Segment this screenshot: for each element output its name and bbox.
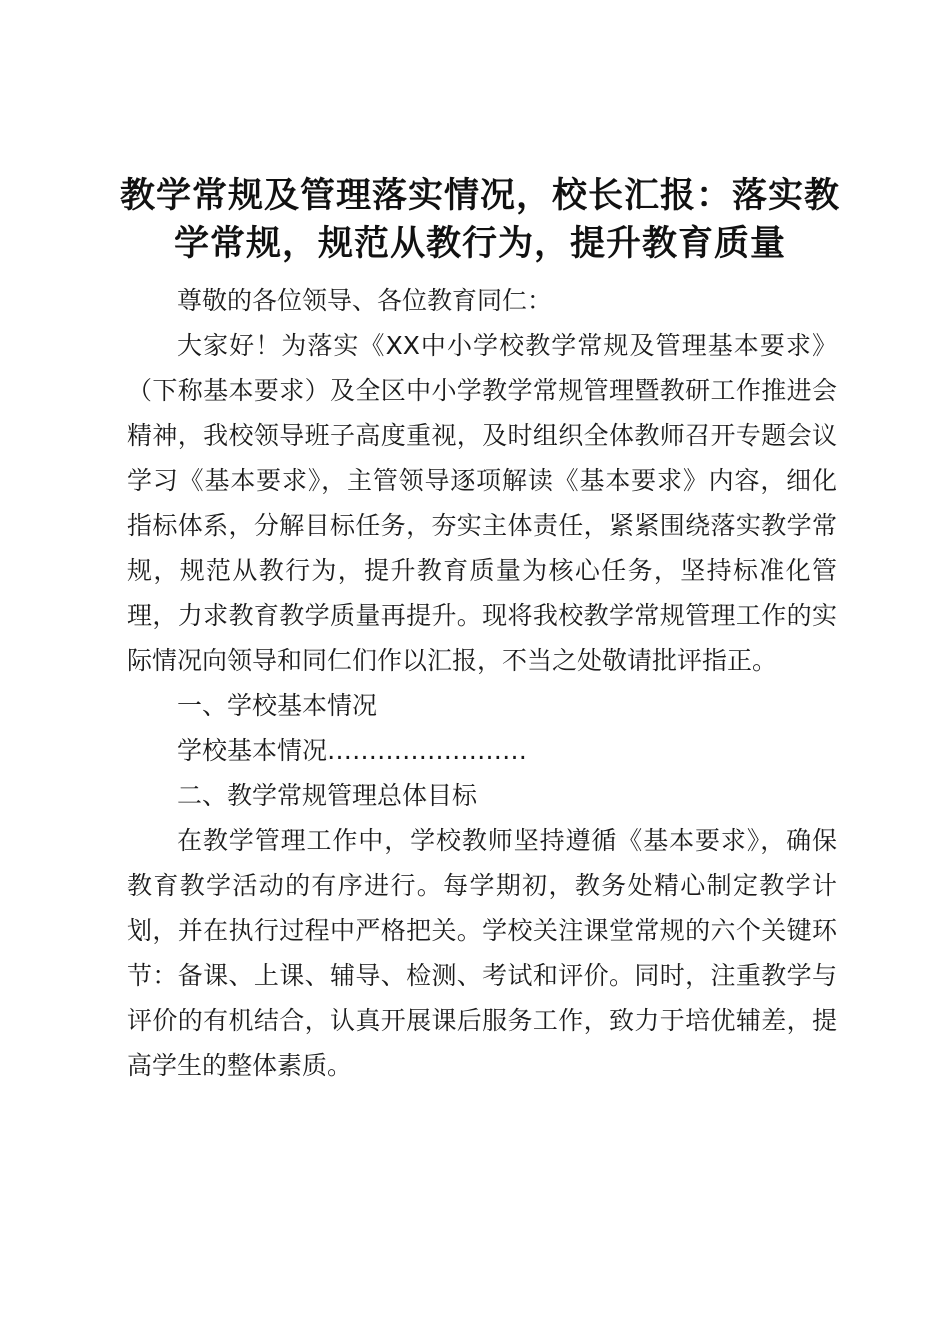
section-2-content: 在教学管理工作中，学校教师坚持遵循《基本要求》，确保教育教学活动的有序进行。每学期初，教务处精心制定教学计划，并在执行过程中严格把关。学校关注课堂常规的六个关键环节：备课、上课、辅导、检测、考试和评价。同时，注重教学与评价的有机结合，认真开展课后服务工作，致力于培优辅差，提高学生的整体素质。	[127, 826, 837, 1080]
document-body	[127, 278, 837, 1088]
section-1-content: 学校基本情况……………………	[177, 736, 528, 765]
section-heading-2: 二、教学常规管理总体目标	[177, 781, 478, 810]
document-title	[115, 172, 845, 268]
title-line-2: 学常规，规范从教行为，提升教育质量	[173, 224, 786, 264]
intro-paragraph: 大家好！为落实《XX中小学校教学常规及管理基本要求》（下称基本要求）及全区中小学教学常规管理暨教研工作推进会精神，我校领导班子高度重视，及时组织全体教师召开专题会议学习《基本要求》，主管领导逐项解读《基本要求》内容，细化指标体系，分解目标任务，夯实主体责任，紧紧围绕落实教学常规，规范从教行为，提升教育质量为核心任务，坚持标准化管理，力求教育教学质量再提升。现将我校教学常规管理工作的实际情况向领导和同仁们作以汇报，不当之处敬请批评指正。	[127, 331, 837, 675]
salutation: 尊敬的各位领导、各位教育同仁：	[177, 286, 553, 315]
section-heading-1: 一、学校基本情况	[177, 691, 378, 720]
title-line-1: 教学常规及管理落实情况，校长汇报：落实教	[119, 176, 840, 216]
